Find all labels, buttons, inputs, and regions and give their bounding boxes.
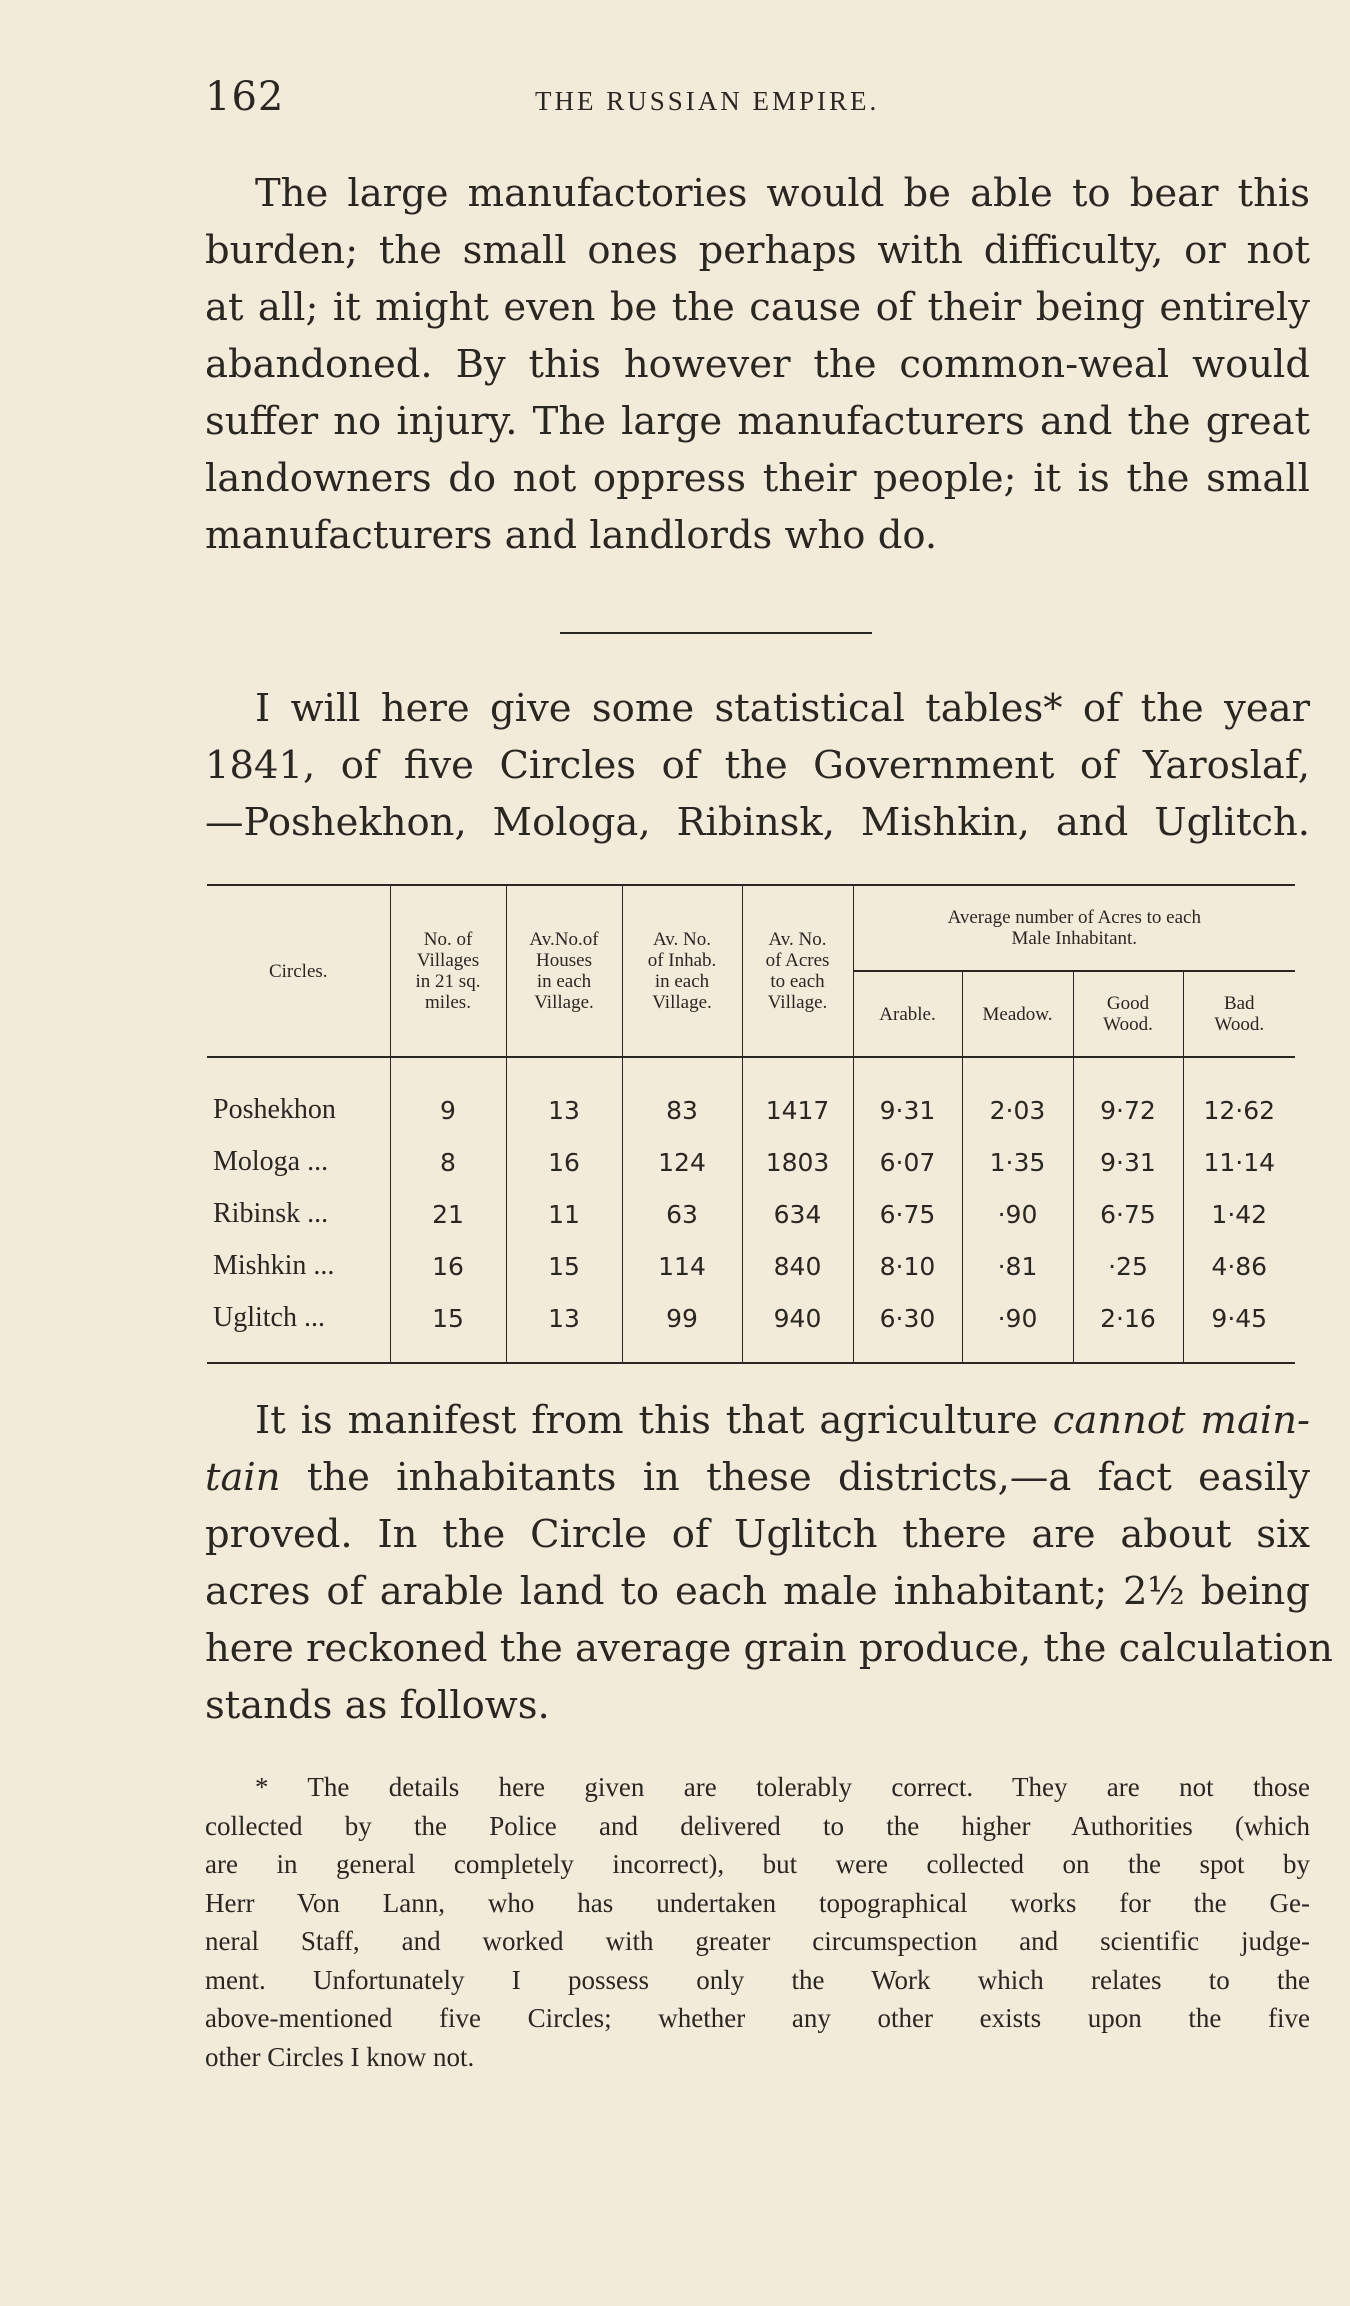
cell-acres: 634 [742, 1188, 853, 1240]
page-header [205, 74, 1255, 124]
header-acres [742, 885, 853, 1057]
cell-arable: 9·31 [853, 1057, 962, 1136]
paragraph-agriculture [205, 1392, 1333, 1734]
cell-inhabitants: 124 [622, 1136, 742, 1188]
header-text: Village. [767, 992, 828, 1013]
table-row [207, 1188, 1295, 1240]
header-text: in 21 sq. [415, 971, 481, 992]
text-line: I will here give some statistical tables* of the year [255, 686, 1310, 731]
text-run: the inhabitants in these districts,—a fact easily [280, 1455, 1310, 1500]
cell-houses: 13 [506, 1292, 622, 1363]
italic-text: cannot main- [1052, 1398, 1311, 1443]
text-line: at all; it might even be the cause of their being entirely [205, 285, 1310, 330]
header-text: Average number of Acres to each [947, 907, 1201, 928]
cell-houses: 13 [506, 1057, 622, 1136]
header-text: Male Inhabitant. [1011, 928, 1138, 949]
cell-villages: 15 [390, 1292, 506, 1363]
footnote-line: are in general completely incorrect), but were collected on the spot by [205, 1849, 1310, 1879]
cell-bad-wood: 9·45 [1183, 1292, 1295, 1363]
header-meadow: Meadow. [962, 971, 1073, 1057]
cell-arable: 6·07 [853, 1136, 962, 1188]
cell-houses: 15 [506, 1240, 622, 1292]
cell-meadow: 2·03 [962, 1057, 1073, 1136]
header-circles: Circles. [207, 885, 390, 1057]
header-inhabitants [622, 885, 742, 1057]
cell-good-wood: 2·16 [1073, 1292, 1183, 1363]
cell-arable: 6·30 [853, 1292, 962, 1363]
cell-villages: 8 [390, 1136, 506, 1188]
paragraph-intro-tables [205, 680, 1310, 851]
header-text: to each [770, 971, 825, 992]
header-text: in each [654, 971, 710, 992]
header-houses [506, 885, 622, 1057]
footnote-line: neral Staff, and worked with greater circumspection and scientific judge- [205, 1926, 1310, 1956]
text-line [205, 1392, 1310, 1449]
section-divider [560, 632, 872, 634]
header-text: Bad [1223, 993, 1255, 1014]
cell-inhabitants: 99 [622, 1292, 742, 1363]
running-title: THE RUSSIAN EMPIRE. [535, 86, 880, 116]
cell-inhabitants: 83 [622, 1057, 742, 1136]
header-text: of Acres [765, 950, 830, 971]
cell-acres: 940 [742, 1292, 853, 1363]
cell-inhabitants: 63 [622, 1188, 742, 1240]
cell-acres: 1417 [742, 1057, 853, 1136]
footnote-line: above-mentioned five Circles; whether any other exists upon the five [205, 2003, 1310, 2033]
table-row [207, 1292, 1295, 1363]
text-line: manufacturers and landlords who do. [205, 513, 938, 558]
header-good-wood [1073, 971, 1183, 1057]
header-villages [390, 885, 506, 1057]
header-bad-wood [1183, 971, 1295, 1057]
text-line: The large manufactories would be able to bear this [255, 171, 1310, 216]
header-text: Wood. [1103, 1014, 1153, 1035]
table-row [207, 1057, 1295, 1136]
cell-houses: 11 [506, 1188, 622, 1240]
header-text: No. of [423, 929, 473, 950]
statistics-table [207, 884, 1295, 1364]
footnote-line: * The details here given are tolerably correct. They are not those [255, 1772, 1310, 1802]
header-text: Wood. [1214, 1014, 1265, 1035]
paragraph-manufactories [205, 165, 1310, 564]
cell-good-wood: ·25 [1073, 1240, 1183, 1292]
cell-villages: 21 [390, 1188, 506, 1240]
header-text: Village. [534, 992, 594, 1013]
text-line: acres of arable land to each male inhabitant; 2½ being [205, 1569, 1310, 1614]
cell-acres: 840 [742, 1240, 853, 1292]
italic-text: tain [205, 1455, 281, 1500]
header-text: in each [536, 971, 592, 992]
cell-bad-wood: 11·14 [1203, 1147, 1276, 1177]
cell-meadow: ·90 [962, 1292, 1073, 1363]
text-line: suffer no injury. The large manufacturers and the great [205, 399, 1310, 444]
cell-meadow: ·81 [962, 1240, 1073, 1292]
footnote-line: collected by the Police and delivered to the higher Authorities (which [205, 1810, 1310, 1841]
header-text: miles. [425, 992, 471, 1013]
cell-bad-wood: 1·42 [1211, 1199, 1268, 1229]
cell-villages: 16 [390, 1240, 506, 1292]
cell-circle: Poshekhon [207, 1057, 390, 1136]
text-line: abandoned. By this however the common-weal would [205, 342, 1310, 387]
text-line [205, 1449, 1310, 1506]
header-text: Av.No.of [529, 929, 599, 950]
cell-circle: Mologa ... [207, 1136, 390, 1188]
text-run: It is manifest from this that agriculture [255, 1398, 1053, 1443]
cell-good-wood: 6·75 [1073, 1188, 1183, 1240]
text-line: here reckoned the average grain produce, the calculation [205, 1626, 1333, 1671]
cell-good-wood: 9·31 [1073, 1136, 1183, 1188]
header-arable: Arable. [853, 971, 962, 1057]
cell-inhabitants: 114 [622, 1240, 742, 1292]
cell-acres: 1803 [742, 1136, 853, 1188]
cell-houses: 16 [506, 1136, 622, 1188]
cell-good-wood: 9·72 [1073, 1057, 1183, 1136]
header-text: Good [1106, 993, 1150, 1014]
cell-villages: 9 [390, 1057, 506, 1136]
footnote [205, 1768, 1310, 2076]
header-average-acres [853, 885, 1295, 971]
text-line: stands as follows. [205, 1683, 550, 1728]
text-line: burden; the small ones perhaps with difficulty, or not [205, 228, 1310, 273]
text-line: proved. In the Circle of Uglitch there are about six [205, 1512, 1310, 1557]
footnote-line: other Circles I know not. [205, 2041, 475, 2072]
cell-arable: 6·75 [853, 1188, 962, 1240]
header-text: Villages [416, 950, 480, 971]
text-line: —Poshekhon, Mologa, Ribinsk, Mishkin, and Uglitch. [205, 800, 1310, 845]
cell-meadow: 1·35 [962, 1136, 1073, 1188]
cell-circle: Mishkin ... [207, 1240, 390, 1292]
cell-circle: Ribinsk ... [207, 1188, 390, 1240]
header-text: Village. [652, 992, 712, 1013]
header-text: Houses [536, 950, 592, 971]
text-line: landowners do not oppress their people; it is the small [205, 456, 1310, 501]
footnote-line: Herr Von Lann, who has undertaken topographical works for the Ge- [205, 1887, 1310, 1918]
cell-bad-wood: 4·86 [1211, 1251, 1268, 1281]
text-line: 1841, of five Circles of the Government of Yaroslaf, [205, 743, 1310, 788]
page-number: 162 [205, 74, 285, 120]
header-text: Av. No. [652, 929, 712, 950]
cell-meadow: ·90 [962, 1188, 1073, 1240]
header-text: of Inhab. [647, 950, 717, 971]
table-row [207, 1240, 1295, 1292]
footnote-line: ment. Unfortunately I possess only the Work which relates to the [205, 1964, 1310, 1995]
cell-circle: Uglitch ... [207, 1292, 390, 1363]
table-row [207, 1136, 1295, 1188]
cell-bad-wood: 12·62 [1203, 1095, 1276, 1125]
cell-arable: 8·10 [853, 1240, 962, 1292]
header-text: Av. No. [768, 929, 827, 950]
